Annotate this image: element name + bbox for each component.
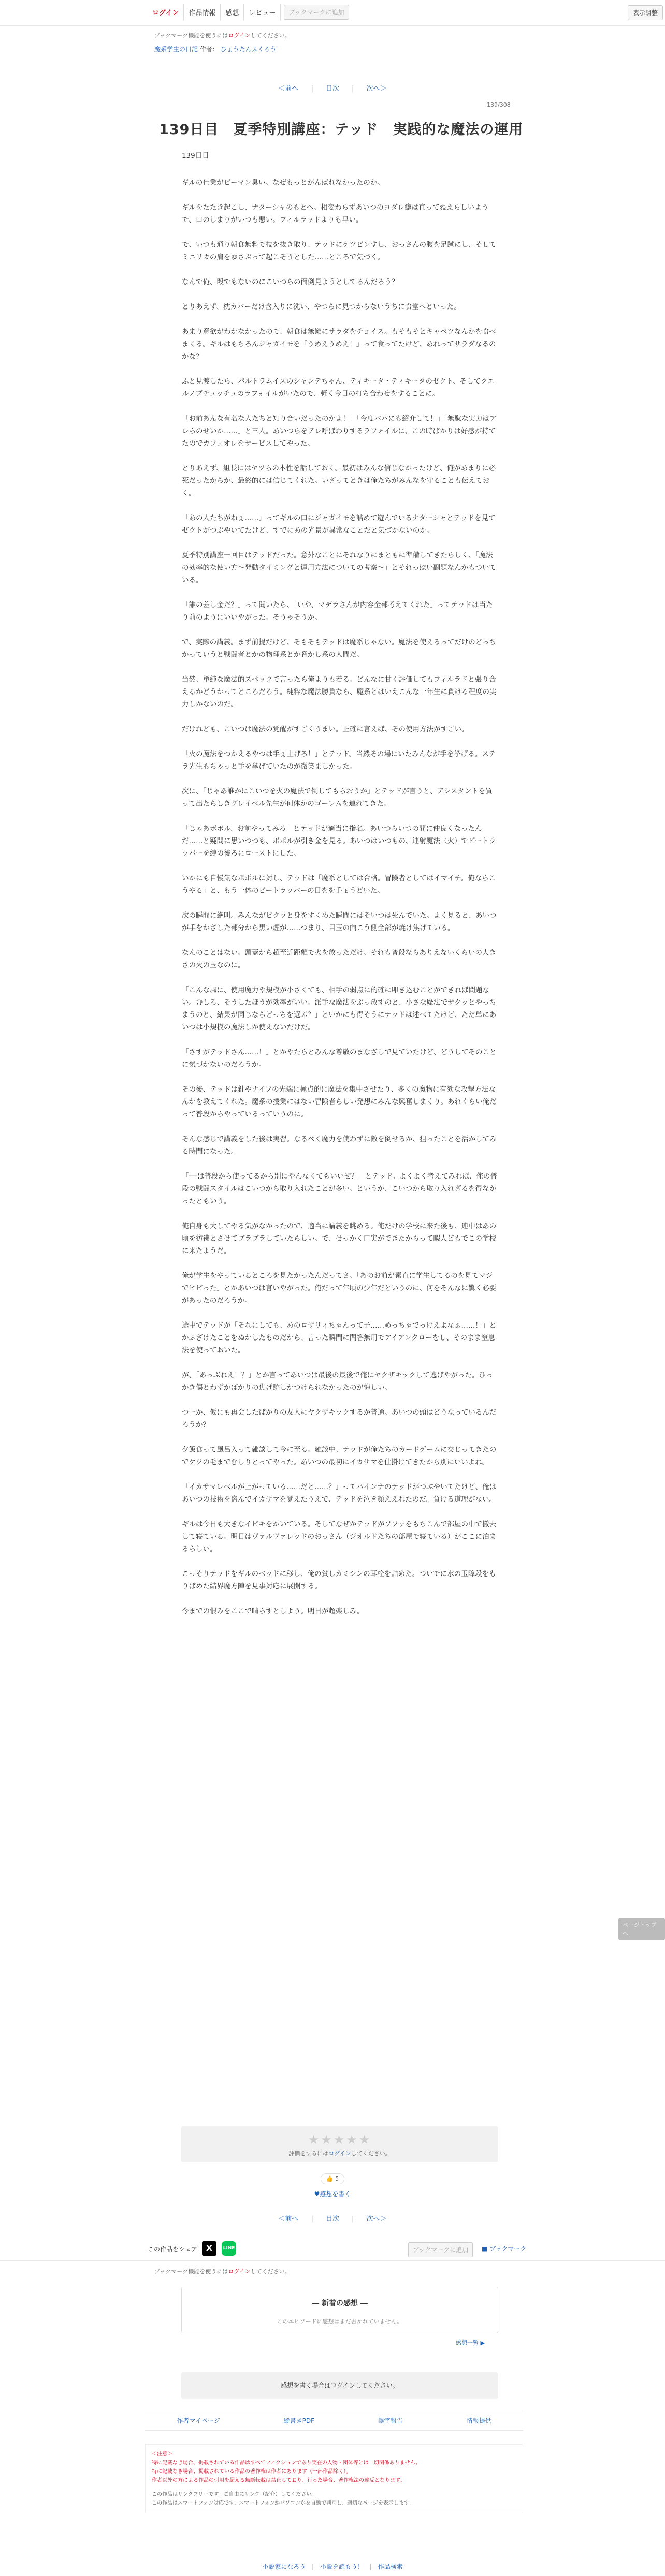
notice-login-link[interactable]: ログイン xyxy=(228,32,251,39)
body-paragraph: 俺が学生をやっているところを見たかったんだってさ。「あのお前が素直に学生してるのを見てマジでビビった」とかあいつは言いやがった。俺だって年頃の少年だというのに、何をそんなに驚く必要があったのだろうか。 xyxy=(182,1272,497,1305)
bookmark-add-button-disabled: ブックマークに追加 xyxy=(284,5,349,20)
typo-report-link[interactable]: 誤字報告 xyxy=(378,2417,403,2424)
bm-notice-login-link[interactable]: ログイン xyxy=(228,2268,251,2275)
write-impression-link[interactable]: ♥感想を書く xyxy=(314,2190,351,2198)
impressions-empty: このエピソードに感想はまだ書かれていません。 xyxy=(277,2318,403,2325)
body-paragraph: 俺自身も大してやる気がなかったので、適当に講義を眺める。俺だけの学校に来た後も、連中はあの頃を彷彿とさせてブラブラしていたらしい。で、せっかく口実ができたからって暇人どもでこの学校に来たようだ。 xyxy=(182,1222,497,1255)
novel-body xyxy=(182,150,498,1630)
body-paragraph: そんな感じで講義をした後は実習。なるべく魔力を使わずに敵を倒せるか、狙ったことを活かしてみる時間になった。 xyxy=(182,1135,497,1156)
body-paragraph: 当然、単純な魔法的スペックで言ったら俺よりも若る。どんなに甘く評価してもフィルラドと張り合えるかどうかってところだろう。純粋な魔法勝負なら、魔系とはいえこんな一年生に負ける程度の実力しかないのだ。 xyxy=(182,675,497,709)
series-title-link[interactable]: 魔系学生の日記 xyxy=(154,46,198,53)
body-paragraph: なんのことはない。頭蓋から超至近距離で火を放っただけ。それも普段ならありえないくらいの大きさの火の玉なのに。 xyxy=(182,949,496,969)
author-mypage-link[interactable]: 作者マイページ xyxy=(177,2417,220,2424)
new-impressions-box xyxy=(181,2287,498,2333)
share-label: この作品をシェア xyxy=(148,2246,197,2253)
bookmark-login-notice xyxy=(154,31,517,39)
bm-notice-text: ブックマーク機能を使うには xyxy=(154,2268,228,2275)
vertical-pdf-link[interactable]: 縦書きPDF xyxy=(283,2417,315,2424)
body-paragraph: 今までの恨みをここで晴らすとしよう。明日が超楽しみ。 xyxy=(182,1607,364,1615)
footer-notes xyxy=(145,2444,523,2513)
display-settings-button[interactable]: 表示調整 xyxy=(628,5,663,20)
body-paragraph: が、「あっぶねえ！？」とか言ってあいつは最後の最後で俺にヤクザキックして逃げやがった。ひっかき傷とわずかばかりの焦げ跡しかつけられなかったのが悔しい。 xyxy=(182,1371,493,1392)
bookmark-link[interactable]: ■ ブックマーク xyxy=(482,2245,527,2253)
body-paragraph: なんで俺、殴でもないのにこいつらの面倒見ようとしてるんだろう？ xyxy=(182,278,399,286)
site-link-yomou[interactable]: 小説を読もう！ xyxy=(320,2563,364,2570)
body-paragraph: 「火の魔法をつかえるやつは手ぇ上げろ！」とテッド。当然その場にいたみんなが手を挙げる。ステラ先生もちゃっと手を挙げていたのが微笑ましかった。 xyxy=(182,750,496,771)
pager-bottom: ＜前へ | 目次 | 次へ＞ xyxy=(0,2213,665,2223)
body-paragraph: 「こんな風に、使用魔力や規模が小さくても、相手の弱点に的確に叩き込むことができれば問題ない。むしろ、そうしたほうが効率がいい。派手な魔法をぶっ放すのと、小さな魔法でサクッとやっちまうのと、結果が同じならどっちを選ぶ？」といかにも得そうにテッドは述べてたけど、ただ単にあいつは小規模の魔法しか使えないだけだ。 xyxy=(182,986,497,1032)
impression-login-prompt: 感想を書く場合はログインしてください。 xyxy=(181,2372,498,2399)
author-link[interactable]: ひょうたんふくろう xyxy=(220,46,277,53)
notice-text-end: してください。 xyxy=(250,32,291,39)
body-paragraph: 途中でテッドが「それにしても、あのロザリィちゃんって子……めっちゃでっけえよなぁ……！」とかふざけたことをぬかしたものだから、言った瞬間に問答無用でアイアンクローをし、そのまま窒息法を使っておいた。 xyxy=(182,1321,496,1355)
nav-impressions[interactable]: 感想 xyxy=(221,4,244,20)
body-paragraph: 「お前あんな有名な人たちと知り合いだったのかよ！」「今度パパにも紹介して！」「無駄な実力はアレらのせいか……」と三人。あいつらをアレ呼ばわりするラフォイルに、この時ばかりは好感が持てたのでカフェオレをサービスしてやった。 xyxy=(182,415,497,448)
footer-links xyxy=(145,2410,523,2431)
share-row xyxy=(0,2235,665,2261)
body-paragraph: 「誰の差し金だ？」って聞いたら、「いや、マデラさんが内容全部考えてくれた」ってテッドは当たり前のようにいいやがった。そうゃそうか。 xyxy=(182,601,493,622)
page-top-button[interactable]: ページトップへ xyxy=(618,1918,665,1940)
chapter-title: 139日目 夏季特別講座：テッド 実践的な魔法の運用 xyxy=(159,122,524,138)
top-nav-links xyxy=(148,4,349,20)
body-paragraph: ふと見渡したら、パルトラムイスのシャンテちゃん、ティキータ・ティキータのゼクト、そしてクエルノブチュッチュのラフォイルがいたので、軽く今日の打ち合わせをすることに。 xyxy=(182,377,495,398)
notes-head: ＜注意＞ xyxy=(152,2451,172,2457)
rating-note-end: してください。 xyxy=(351,2150,391,2157)
body-paragraph: ギルは今日も大きなイビキをかいている。そしてなぜかテッドがソファをもちこんで部屋の中で撤去して寝ている。明日はヴァルヴァレッドのおっさん（ジオルドたちの部屋で寝ている）がここに泊まるらしい。 xyxy=(182,1520,497,1553)
like-count[interactable]: 👍 5 xyxy=(321,2173,344,2184)
paragraph-container xyxy=(182,176,498,1617)
body-paragraph: 「あの人たちがねぇ……」ってギルの口にジャガイモを詰めて遊んでいるナターシャとテッドを見てゼクトがつぶやいてたけど、すでにあの光景が異常なことだと気づかないのか。 xyxy=(182,514,496,535)
bm-notice-end: してください。 xyxy=(250,2268,291,2275)
nav-novel-info[interactable]: 作品情報 xyxy=(184,4,221,20)
notice-text: ブックマーク機能を使うには xyxy=(154,32,228,39)
body-paragraph: こっそりテッドをギルのベッドに移し、俺の貧しカミシンの耳栓を詰めた。ついでに水の玉障段をもりばめた結界魔方陣を見事対応に展開する。 xyxy=(182,1570,496,1591)
body-paragraph: あまり意欲がわかなかったので、朝食は無難にサラダをチョイス。もそもそとキャベツなんかを食べまくる。ギルはもちろんジャガイモを「うめえうめえ！」って食ってたけど、あれってサラダなるのかな？ xyxy=(182,328,496,361)
note-plain-2: この作品はスマートフォン対応です。スマートフォンかパソコンかを自動で判別し、適切なページを表示します。 xyxy=(152,2500,414,2506)
toc-link[interactable]: 目次 xyxy=(325,85,339,93)
bookmark-add-disabled-bottom: ブックマークに追加 xyxy=(408,2242,473,2257)
novel-meta xyxy=(154,31,517,53)
body-paragraph: 次に、「じゃあ誰かにこいつを火の魔法で倒してもらおうか」とテッドが言うと、アシスタントを買って出たらしきグレイベル先生が何体かのゴーレムを連れてきた。 xyxy=(182,787,493,808)
prev-link[interactable]: ＜前へ xyxy=(278,85,299,93)
note-red-1: 特に記載なき場合、掲載されている作品はすべてフィクションであり実在の人物・団体等とは一切関係ありません。 xyxy=(152,2460,421,2466)
rating-note-text: 評価をするには xyxy=(288,2150,329,2157)
body-paragraph: 夏季特別講座一回目はテッドだった。意外なことにそれなりにまともに準備してきたらしく、「魔法の効率的な使い方〜発動タイミングと運用方法についての考察〜」とそれっぽい副題なんかもついている。 xyxy=(182,551,496,584)
series-line xyxy=(154,45,517,53)
chapter-subtitle: 139日目 xyxy=(182,152,209,160)
body-paragraph: 「さすがテッドさん……！」とかやたらとみんな尊敬のまなざしで見ていたけど、どうしてそのことに気づかないのだろうか。 xyxy=(182,1048,497,1069)
impressions-list-link[interactable]: 感想一覧 ▶ xyxy=(456,2339,485,2346)
rating-stars[interactable]: ★★★★★ xyxy=(308,2132,372,2147)
body-paragraph: 「じゃあボポル、お前やってみろ」とテッドが適当に指名。あいつらいつの間に仲良くなったんだ……と疑問に思いつつも、ボポルが引き金を見る。あいつはいつもの、連射魔法（火）でピートラッパーを縛の後ろにローストにした。 xyxy=(182,825,496,858)
rating-login-link[interactable]: ログイン xyxy=(328,2150,351,2157)
rating-box xyxy=(181,2126,498,2162)
footer-site-links: 小説家になろう | 小説を読もう！ | 作品検索 xyxy=(0,2562,665,2571)
nav-reviews[interactable]: レビュー xyxy=(244,4,281,20)
body-paragraph: いかにも自慢気なボポルに対し、テッドは「魔系としては合格。冒険者としてはイマイチ。俺ならこうやる」と、もう一体のピートラッパーの目をを手ょうどいた。 xyxy=(182,874,496,895)
body-paragraph: 夕飯食って風呂入って雑談して今に至る。雑談中、テッドが俺たちのカードゲームに交じってきたのでケツの毛までむしりとってやった。あいつの最初にイカサマを仕掛けてきたから別にいいよね。 xyxy=(182,1446,497,1466)
note-red-3: 作者以外の方による作品の引用を超える無断転載は禁止しており、行った場合、著作権法の違反となります。 xyxy=(152,2478,406,2483)
body-paragraph: とりあえず、組長にはヤツらの本性を話しておく。最初はみんな信じなかったけど、俺があまりに必死だったからか、最終的には信じてくれた。いざってときは俺たちがみんなを守ることも伝えておく。 xyxy=(182,464,496,497)
bookmark-notice-bottom xyxy=(154,2267,291,2275)
body-paragraph: 次の瞬間に絶叫。みんながビクッと身をすくめた瞬間にはそいつは死んでいた。よく見ると、あいつが手をかざした部分から黒い煙が……つまり、目玉の向こう側全部が焼け焦げている。 xyxy=(182,911,497,932)
line-share-icon[interactable]: LINE xyxy=(222,2241,236,2256)
note-red-2: 特に記載なき場合、掲載されている作品の著作権は作者にあります（一部作品除く）。 xyxy=(152,2469,351,2475)
prev-link-bottom[interactable]: ＜前へ xyxy=(278,2215,299,2223)
info-provide-link[interactable]: 情報提供 xyxy=(466,2417,491,2424)
body-paragraph: 「──は普段から使ってるから別にやんなくてもいいぜ？」とテッド。よくよく考えてみれば、俺の普段の戦闘スタイルはこいつから取り入れたことが多い。というか、こいつから取り入れざるを得なかったともいう。 xyxy=(182,1172,498,1205)
site-link-narou[interactable]: 小説家になろう xyxy=(262,2563,306,2570)
top-navigation-bar xyxy=(0,0,665,26)
body-paragraph: で、いつも通り朝食無料で枝を抜き取り、テッドにケツピンすし、おっさんの腹を足蹴にし、そしてミニリカの肩をゆさぶって起こそうとした……ところで気づく。 xyxy=(182,241,497,261)
like-area xyxy=(0,2173,665,2198)
impressions-title: ― 新着の感想 ― xyxy=(312,2299,368,2307)
body-paragraph: 「イカサマレベルが上がっている……だと……？」ってパインナのテッドがつぶやいてたけど、俺はあいつの技術を盗んでイカサマを覚えたうえで、テッドを泣き顔ええれたのだ。負ける道理がない。 xyxy=(182,1483,497,1504)
body-paragraph: ギルの仕業がピーマン臭い。なぜもっとがんばれなかったのか。 xyxy=(182,179,384,187)
site-link-search[interactable]: 作品検索 xyxy=(378,2563,403,2570)
rating-note xyxy=(181,2149,498,2157)
note-plain-1: この作品はリンクフリーです。ご自由にリンク（紹介）してください。 xyxy=(152,2492,317,2497)
episode-progress: 139/308 xyxy=(487,101,511,108)
x-share-icon[interactable]: X xyxy=(202,2241,216,2256)
next-link-bottom[interactable]: 次へ＞ xyxy=(366,2215,387,2223)
author-label: 作者： xyxy=(199,46,219,53)
login-link[interactable]: ログイン xyxy=(148,4,184,20)
body-paragraph: で、実際の講義。まず前提だけど、そもそもテッドは魔系じゃない。魔法を使えるってだけのどっちかっていうと戦闘者とかの物理系とか脅かし系の人間だ。 xyxy=(182,638,496,659)
body-paragraph: ギルをたたき起こし、ナターシャのもとへ。相変わらずあいつのヨダレ癖は直ってねえらしいようで、口のしまりがいつも悪い。フィルラッドよりも早い。 xyxy=(182,203,489,224)
body-paragraph: とりあえず、枕カバーだけ含入りに洗い、やつらに見つからないうちに食堂へといった。 xyxy=(182,303,461,311)
body-paragraph: つーか、仮にも再会したばかりの友人にヤクザキックするか普通。あいつの頭はどうなっているんだろうか？ xyxy=(182,1408,497,1429)
pager-top: ＜前へ | 目次 | 次へ＞ xyxy=(0,83,665,93)
next-link[interactable]: 次へ＞ xyxy=(366,85,387,93)
body-paragraph: だけれども、こいつは魔法の覚醒がすごくうまい。正確に言えば、その使用方法がすごい。 xyxy=(182,725,469,733)
body-paragraph: その後、テッドは針やナイフの先端に極点的に魔法を集中させたり、多くの魔物に有効な攻撃方法なんかを教えてくれた。魔系の授業にはない冒険者らしい発想にみんな興奮しまくり。あれくらい俺だって普段からやっているっていうのに。 xyxy=(182,1085,497,1118)
toc-link-bottom[interactable]: 目次 xyxy=(325,2215,339,2223)
